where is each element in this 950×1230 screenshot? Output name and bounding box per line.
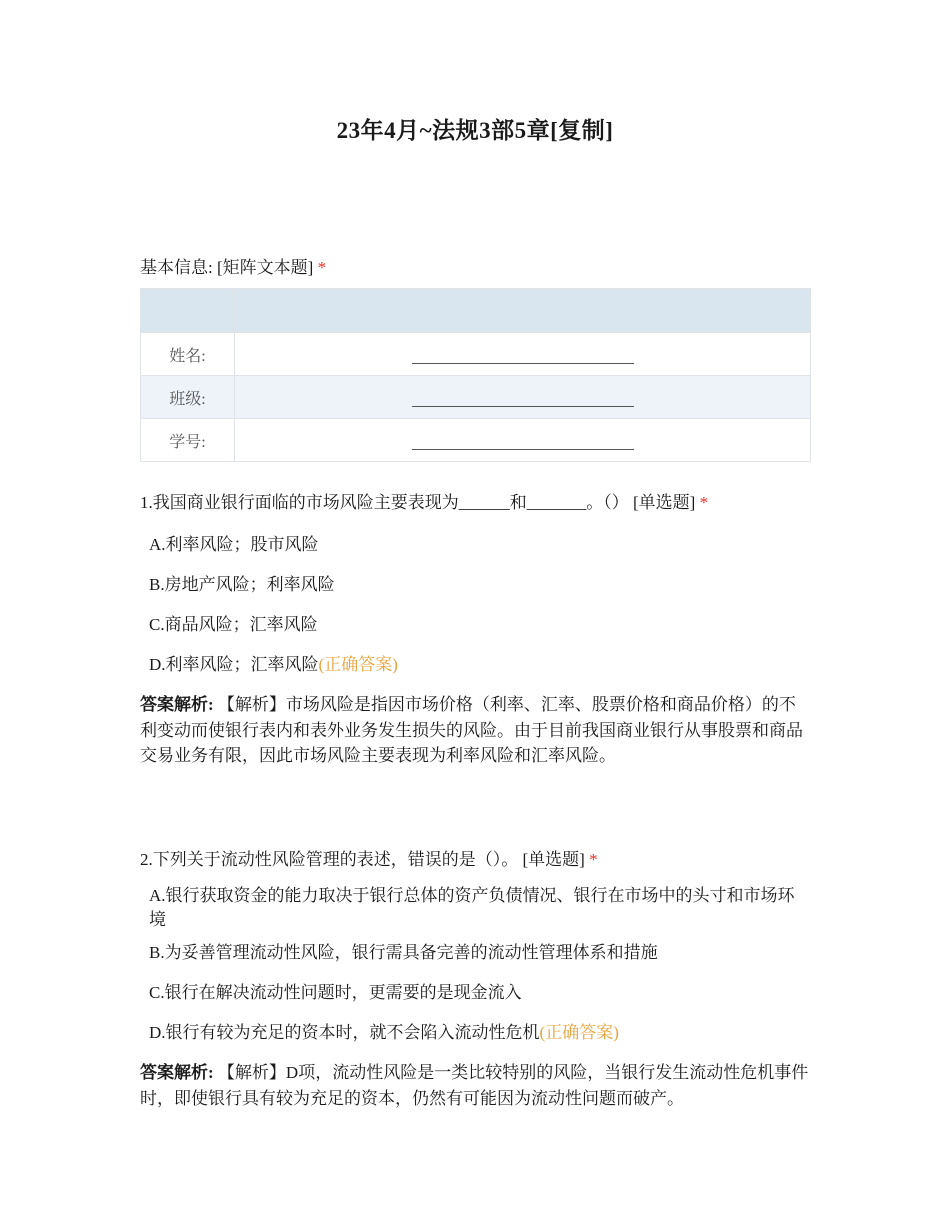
question-type-tag: [单选题] (522, 850, 585, 869)
name-input[interactable] (235, 333, 811, 376)
basic-info-header (140, 253, 326, 278)
question-2-option-a[interactable] (149, 884, 809, 932)
question-2-text: 2.下列关于流动性风险管理的表述，错误的是（）。 (140, 850, 519, 869)
required-mark: * (589, 850, 598, 869)
question-1-option-c[interactable] (149, 613, 809, 637)
required-mark: * (317, 258, 327, 277)
basic-info-label: 基本信息: (140, 258, 213, 277)
correct-answer-badge: (正确答案) (539, 1023, 619, 1042)
question-1-text: 1.我国商业银行面临的市场风险主要表现为______和_______。（） (140, 493, 629, 512)
analysis-text: 【解析】D项，流动性风险是一类比较特别的风险，当银行发生流动性危机事件时，即使银行具有较为充足的资本，仍然有可能因为流动性问题而破产。 (140, 1063, 809, 1108)
matrix-row-label: 姓名: (141, 333, 235, 376)
question-2-header (140, 845, 598, 870)
matrix-row-label: 班级: (141, 376, 235, 419)
matrix-row-name (141, 333, 811, 376)
question-1-header (140, 488, 708, 513)
blank-line (412, 345, 634, 364)
basic-info-matrix (140, 288, 811, 462)
question-type-tag: [矩阵文本题] (216, 258, 314, 277)
question-2-analysis (140, 1060, 812, 1111)
blank-line (412, 388, 634, 407)
page-title: 23年4月~法规3部5章[复制] (336, 118, 614, 143)
matrix-header-cell (235, 289, 811, 333)
option-label: B.房地产风险；利率风险 (149, 575, 335, 594)
option-label: D.利率风险；汇率风险 (149, 655, 319, 674)
correct-answer-badge: (正确答案) (318, 655, 398, 674)
student-id-input[interactable] (235, 419, 811, 462)
matrix-header-row (141, 289, 811, 333)
option-label: B.为妥善管理流动性风险，银行需具备完善的流动性管理体系和措施 (149, 943, 658, 962)
option-label: A.利率风险；股市风险 (149, 535, 319, 554)
class-input[interactable] (235, 376, 811, 419)
question-1-option-d[interactable] (149, 653, 809, 677)
question-1-option-b[interactable] (149, 573, 809, 597)
analysis-label: 答案解析: (140, 695, 214, 714)
matrix-row-label: 学号: (141, 419, 235, 462)
required-mark: * (699, 493, 709, 512)
option-label: A.银行获取资金的能力取决于银行总体的资产负债情况、银行在市场中的头寸和市场环境 (149, 886, 795, 929)
matrix-row-class (141, 376, 811, 419)
option-label: C.银行在解决流动性问题时，更需要的是现金流入 (149, 983, 522, 1002)
analysis-label: 答案解析: (140, 1063, 214, 1082)
blank-line (412, 431, 634, 450)
question-2-option-d[interactable] (149, 1021, 809, 1045)
matrix-header-cell (141, 289, 235, 333)
option-label: C.商品风险；汇率风险 (149, 615, 318, 634)
question-2-option-c[interactable] (149, 981, 809, 1005)
analysis-text: 【解析】市场风险是指因市场价格（利率、汇率、股票价格和商品价格）的不利变动而使银行表内和表外业务发生损失的风险。由于目前我国商业银行从事股票和商品交易业务有限，因此市场风险主要表现为利率风险和汇率风险。 (140, 695, 803, 765)
question-1-analysis (140, 692, 812, 769)
question-2-option-b[interactable] (149, 941, 809, 965)
matrix-row-student-id (141, 419, 811, 462)
question-1-option-a[interactable] (149, 533, 809, 557)
option-label: D.银行有较为充足的资本时，就不会陷入流动性危机 (149, 1023, 540, 1042)
question-type-tag: [单选题] (633, 493, 696, 512)
